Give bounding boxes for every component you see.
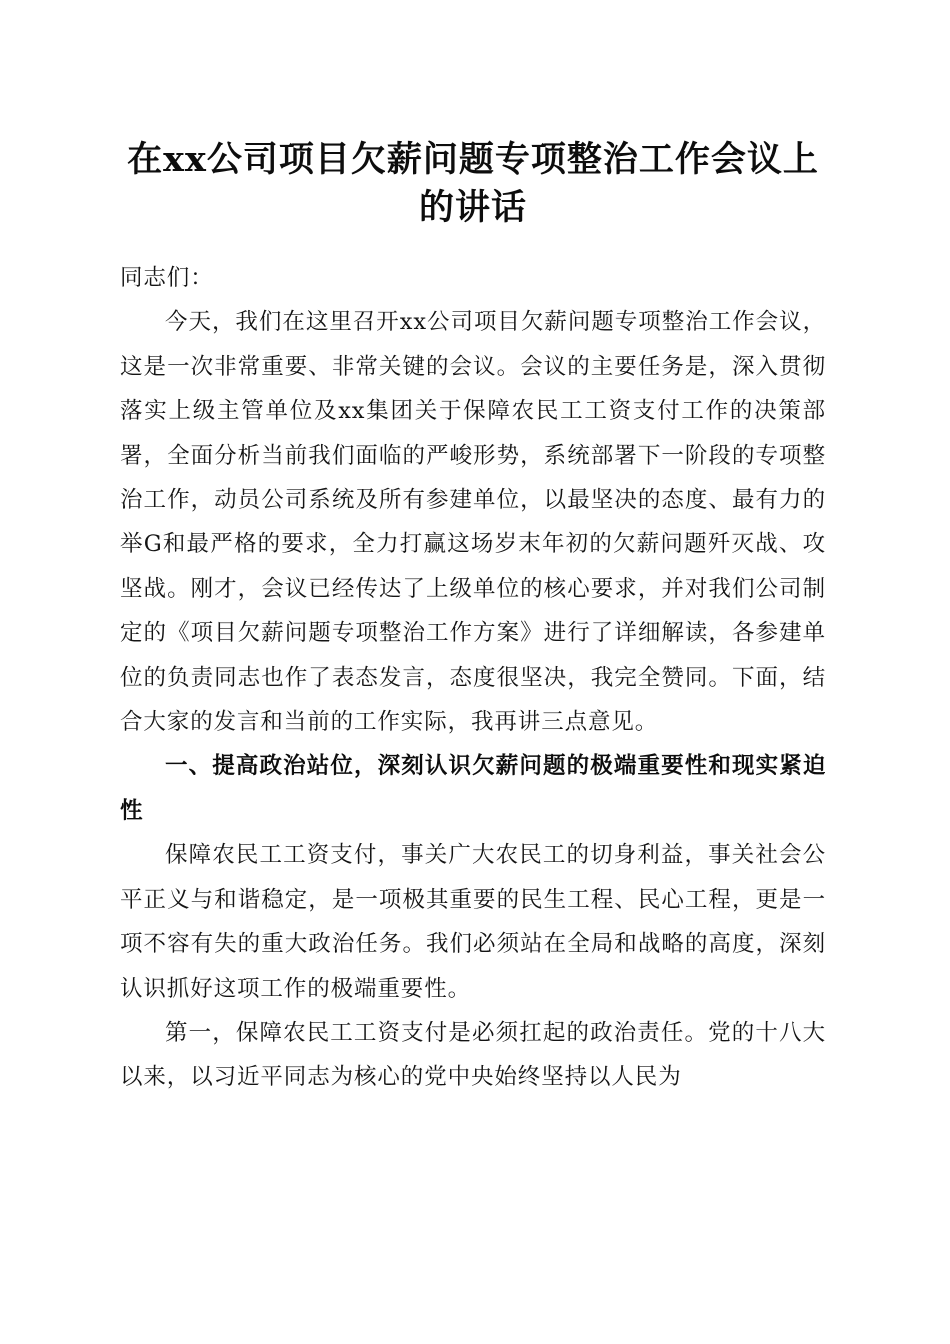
- body-paragraph: 今天，我们在这里召开xx公司项目欠薪问题专项整治工作会议，这是一次非常重要、非常关键的会议。会议的主要任务是，深入贯彻落实上级主管单位及xx集团关于保障农民工工资支付工作的决策部署，全面分析当前我们面临的严峻形势，系统部署下一阶段的专项整治工作，动员公司系统及所有参建单位，以最坚决的态度、最有力的举G和最严格的要求，全力打赢这场岁末年初的欠薪问题歼灭战、攻坚战。刚才，会议已经传达了上级单位的核心要求，并对我们公司制定的《项目欠薪问题专项整治工作方案》进行了详细解读，各参建单位的负责同志也作了表态发言，态度很坚决，我完全赞同。下面，结合大家的发言和当前的工作实际，我再讲三点意见。: [120, 309, 826, 736]
- document-body: [120, 256, 826, 1100]
- document-title: 在xx公司项目欠薪问题专项整治工作会议上的讲话: [127, 139, 819, 228]
- section-heading: 一、提高政治站位，深刻认识欠薪问题的极端重要性和现实紧迫性: [120, 753, 826, 824]
- salutation: 同志们：: [120, 265, 214, 291]
- body-paragraph: 第一，保障农民工工资支付是必须扛起的政治责任。党的十八大以来，以习近平同志为核心的党中央始终坚持以人民为: [120, 1019, 826, 1091]
- body-paragraph: 保障农民工工资支付，事关广大农民工的切身利益，事关社会公平正义与和谐稳定，是一项极其重要的民生工程、民心工程，更是一项不容有失的重大政治任务。我们必须站在全局和战略的高度，深刻认识抓好这项工作的极端重要性。: [120, 842, 826, 1002]
